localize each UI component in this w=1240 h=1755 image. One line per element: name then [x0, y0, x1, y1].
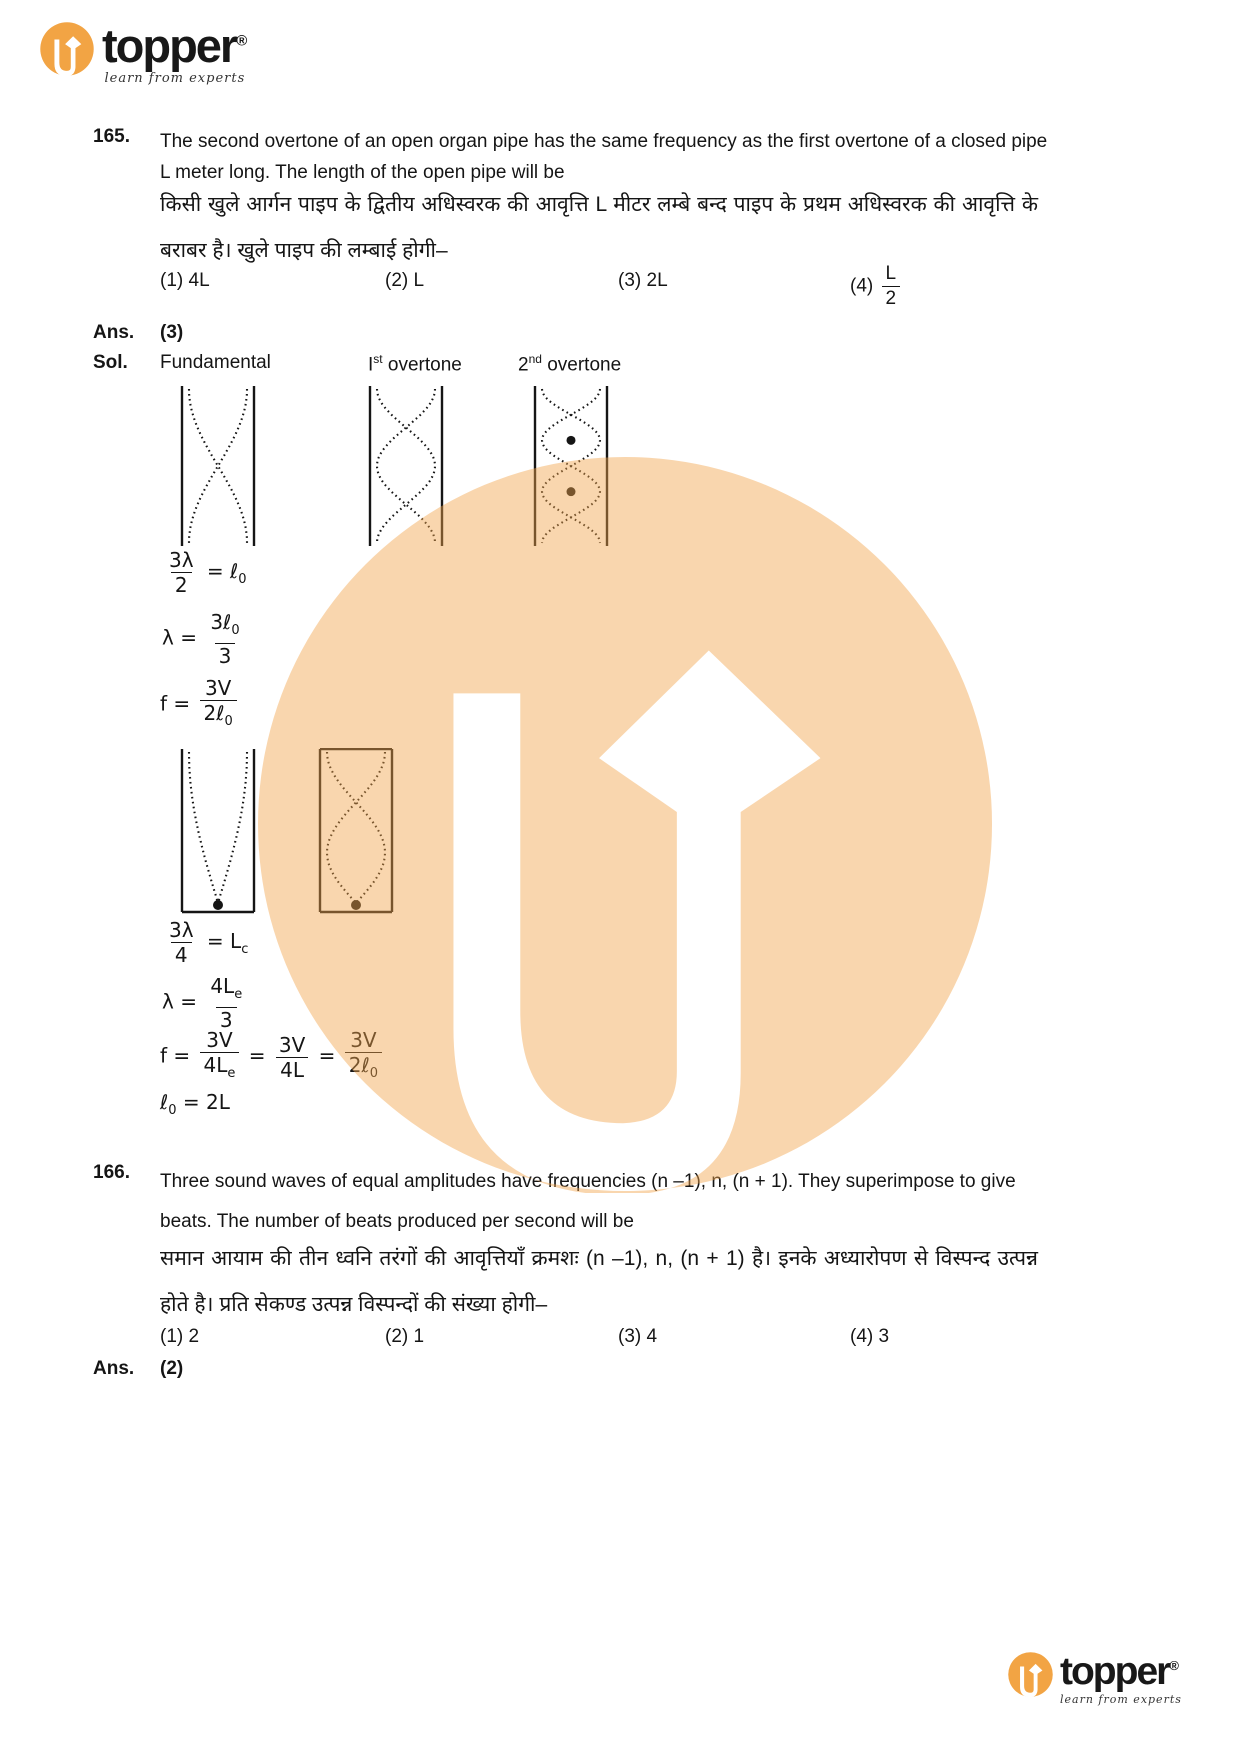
closed-pipe-first-overtone-diagram [318, 748, 394, 914]
brand-mark-icon [40, 22, 94, 76]
brand-tagline: learn from experts [104, 71, 246, 86]
brand-name: topper® [1060, 1650, 1177, 1693]
q165-option-4: (4) $\frac{L}{2}$ [850, 262, 903, 311]
q165-ans-label: Ans. [93, 322, 135, 343]
diagram-label-second-overtone: 2nd overtone [518, 352, 622, 376]
q165-sol-label: Sol. [93, 352, 128, 373]
equation-open-wavelength: $\frac{3\lambda}{2}$ = ℓ$_0$ [169, 548, 247, 597]
equation-frequency-open: f = $\frac{3V}{2\ell_0}$ [160, 676, 240, 734]
footer-logo [1008, 1652, 1182, 1706]
open-pipe-second-overtone-diagram [533, 385, 609, 547]
diagram-label-first-overtone: Ist overtone [368, 352, 462, 376]
registered-mark: ® [236, 32, 246, 50]
q166-number: 166. [93, 1162, 130, 1183]
q166-option-1: (1) 2 [160, 1326, 200, 1347]
equation-lambda-closed: λ = $\frac{4L_e}{3}$ [162, 974, 243, 1032]
q166-text-hi: समान आयाम की तीन ध्वनि तरंगों की आवृत्तियाँ क्रमशः (n –1), n, (n + 1) है। इनके अध्यारोपण से विस्पन्द उत्पन्न होते है। प्रति सेकण्ड उत्पन्न विस्पन्दों की संख्या होगी– [160, 1247, 1038, 1316]
q166-option-3: (3) 4 [618, 1326, 658, 1347]
q165-text-hi: किसी खुले आर्गन पाइप के द्वितीय अधिस्वरक की आवृत्ति L मीटर लम्बे बन्द पाइप के प्रथम अधिस्वरक की आवृत्ति के बराबर है। खुले पाइप की लम्बाई होगी– [160, 193, 1038, 262]
header-logo [40, 19, 246, 86]
equation-frequency-equality: f = $\frac{3V}{4L_e}$ = $\frac{3V}{4L}$ = $\frac{3V}{2\ell_0}$ [160, 1028, 385, 1086]
q165-option-2: (2) L [385, 270, 425, 291]
q166-option-4: (4) 3 [850, 1326, 890, 1347]
equation-closed-wavelength: $\frac{3\lambda}{4}$ = $L_c$ [169, 918, 249, 967]
open-pipe-first-overtone-diagram [368, 385, 444, 547]
q165-options [0, 262, 1240, 314]
q166-answer: (2) [160, 1358, 184, 1379]
q165-option-3: (3) 2L [618, 270, 668, 291]
brand-tagline: learn from experts [1060, 1693, 1182, 1706]
brand-mark-icon [1008, 1652, 1053, 1697]
open-pipe-fundamental-diagram [180, 385, 256, 547]
brand-name: topper® [102, 19, 246, 72]
q165-answer: (3) [160, 322, 184, 343]
q165-text-en: The second overtone of an open organ pipe has the same frequency as the first overtone of a closed pipe L meter long. The length of the open pipe will be [160, 131, 1048, 183]
diagram-label-fundamental: Fundamental [160, 352, 271, 373]
closed-pipe-fundamental-diagram [180, 748, 256, 914]
q165-option-1: (1) 4L [160, 270, 210, 291]
equation-lambda-open: λ = $\frac{3\ell_0}{3}$ [162, 610, 240, 668]
q166-text-en: Three sound waves of equal amplitudes have frequencies (n –1), n, (n + 1). They superimpose to give beats. The number of beats produced per second will be [160, 1171, 1016, 1232]
q166-ans-label: Ans. [93, 1358, 135, 1379]
q166-options [0, 1326, 1240, 1366]
equation-result: ℓ$_0$ = 2L [160, 1090, 230, 1118]
q166-option-2: (2) 1 [385, 1326, 425, 1347]
q165-number: 165. [93, 126, 130, 147]
registered-mark: ® [1169, 1658, 1177, 1673]
